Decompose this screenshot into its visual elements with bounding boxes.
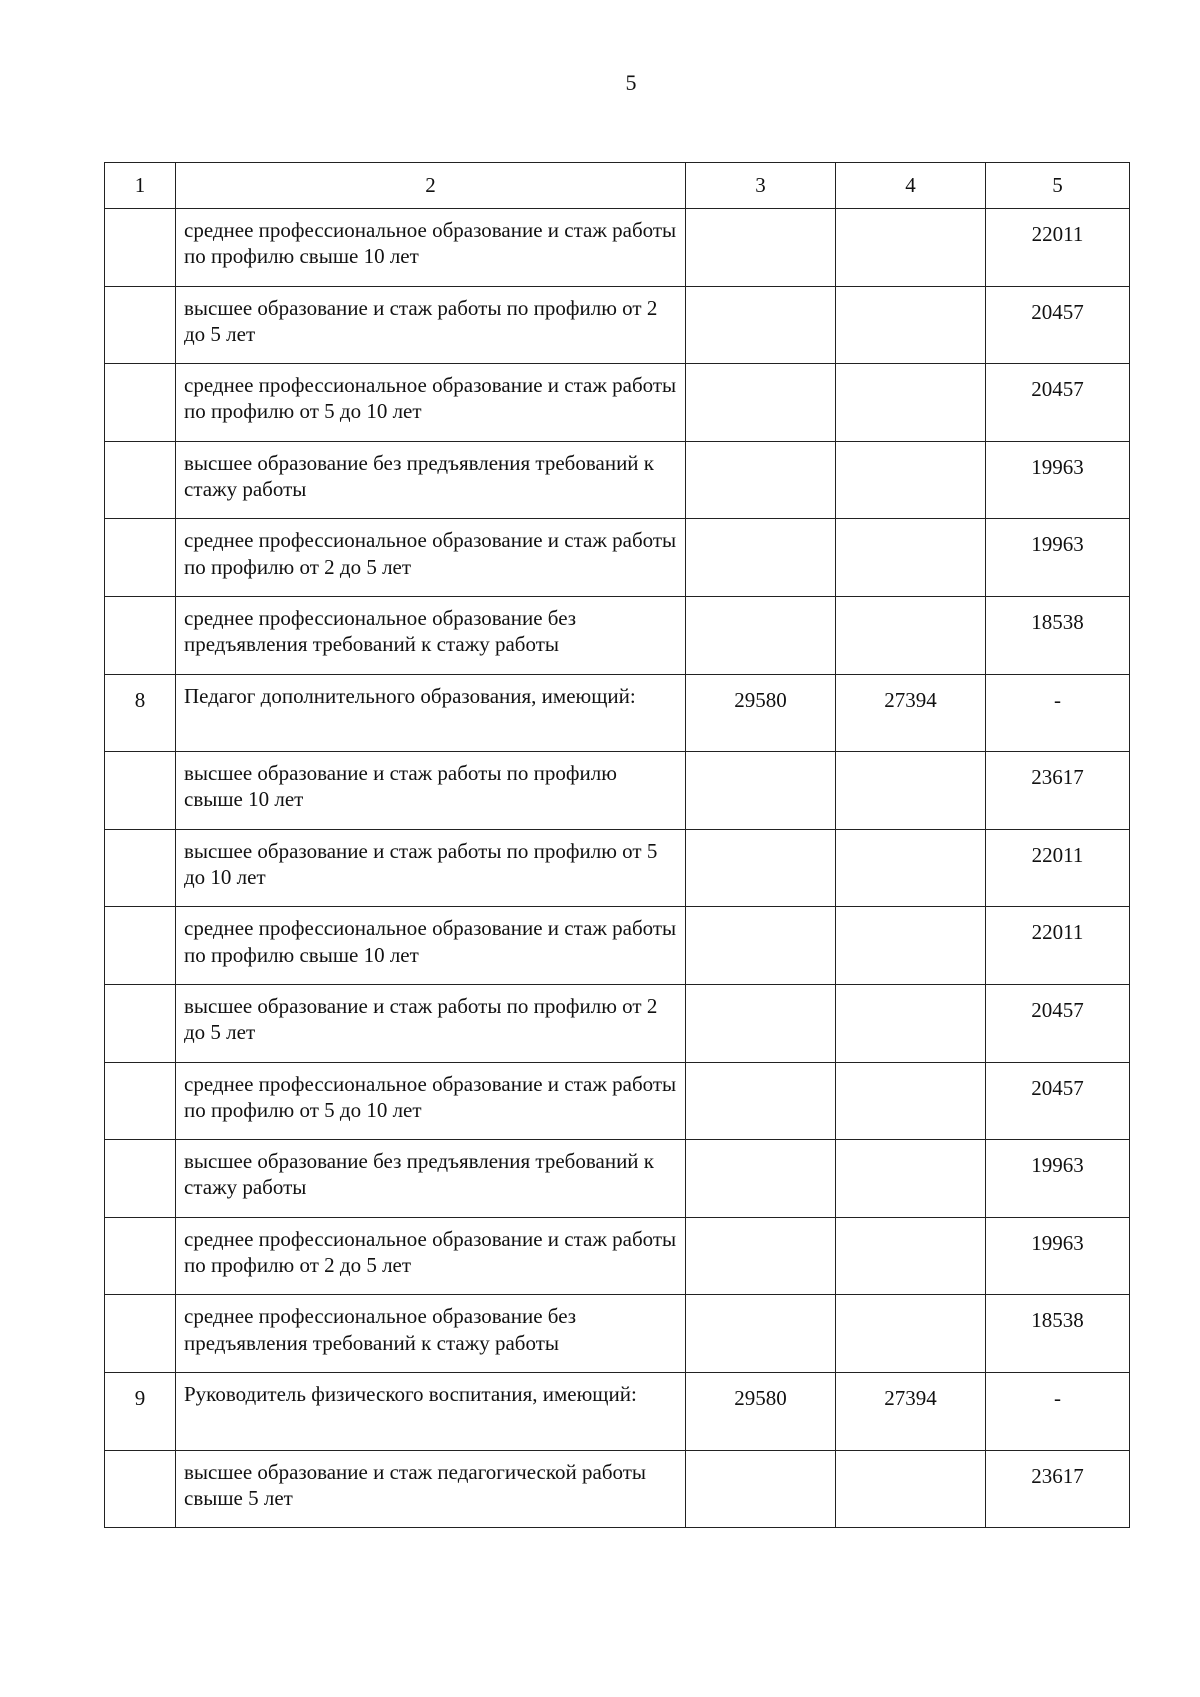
- row-value-col3: [686, 1450, 836, 1528]
- row-description-cell: высшее образование и стаж работы по профилю свыше 10 лет: [176, 752, 686, 830]
- row-description-cell: среднее профессиональное образование без предъявления требований к стажу работы: [176, 1295, 686, 1373]
- row-description-cell: среднее профессиональное образование без предъявления требований к стажу работы: [176, 596, 686, 674]
- header-col-1: 1: [105, 163, 176, 209]
- row-description-cell: высшее образование без предъявления требований к стажу работы: [176, 441, 686, 519]
- table-row: [105, 1217, 1130, 1295]
- row-value-col3: [686, 364, 836, 442]
- row-number-cell: [105, 596, 176, 674]
- row-value-col3: [686, 1140, 836, 1218]
- row-value-col4: [836, 829, 986, 907]
- row-value-col4: [836, 1062, 986, 1140]
- header-col-2: 2: [176, 163, 686, 209]
- table-row: [105, 674, 1130, 752]
- row-value-col4: [836, 1140, 986, 1218]
- table-row: [105, 364, 1130, 442]
- row-value-col5: 20457: [986, 364, 1130, 442]
- row-description-cell: среднее профессиональное образование и стаж работы по профилю от 2 до 5 лет: [176, 1217, 686, 1295]
- row-description-cell: Руководитель физического воспитания, имеющий:: [176, 1372, 686, 1450]
- row-value-col4: [836, 596, 986, 674]
- row-value-col3: [686, 984, 836, 1062]
- table-row: [105, 1062, 1130, 1140]
- header-col-4: 4: [836, 163, 986, 209]
- row-value-col5: 19963: [986, 519, 1130, 597]
- table-row: [105, 596, 1130, 674]
- row-number-cell: [105, 364, 176, 442]
- row-value-col5: 22011: [986, 829, 1130, 907]
- row-number-cell: 9: [105, 1372, 176, 1450]
- row-description-cell: среднее профессиональное образование и стаж работы по профилю от 2 до 5 лет: [176, 519, 686, 597]
- row-value-col3: [686, 1217, 836, 1295]
- row-value-col3: 29580: [686, 1372, 836, 1450]
- row-number-cell: [105, 1450, 176, 1528]
- row-value-col5: 23617: [986, 752, 1130, 830]
- row-value-col3: [686, 441, 836, 519]
- table-row: [105, 1372, 1130, 1450]
- row-description-cell: среднее профессиональное образование и стаж работы по профилю свыше 10 лет: [176, 209, 686, 287]
- row-number-cell: 8: [105, 674, 176, 752]
- header-col-3: 3: [686, 163, 836, 209]
- row-value-col5: -: [986, 674, 1130, 752]
- row-number-cell: [105, 752, 176, 830]
- row-value-col3: [686, 752, 836, 830]
- table-row: [105, 1140, 1130, 1218]
- row-value-col5: 20457: [986, 984, 1130, 1062]
- row-value-col3: [686, 1062, 836, 1140]
- row-description-cell: высшее образование и стаж работы по профилю от 5 до 10 лет: [176, 829, 686, 907]
- row-description-cell: высшее образование и стаж педагогической работы свыше 5 лет: [176, 1450, 686, 1528]
- row-value-col4: [836, 1217, 986, 1295]
- row-value-col3: [686, 286, 836, 364]
- row-value-col4: [836, 364, 986, 442]
- row-number-cell: [105, 829, 176, 907]
- row-value-col3: [686, 209, 836, 287]
- row-value-col4: [836, 209, 986, 287]
- row-value-col4: [836, 984, 986, 1062]
- table-row: [105, 829, 1130, 907]
- row-description-cell: Педагог дополнительного образования, имеющий:: [176, 674, 686, 752]
- row-value-col3: [686, 907, 836, 985]
- row-value-col4: [836, 1450, 986, 1528]
- row-description-cell: высшее образование без предъявления требований к стажу работы: [176, 1140, 686, 1218]
- row-value-col5: 20457: [986, 1062, 1130, 1140]
- row-description-cell: среднее профессиональное образование и стаж работы по профилю свыше 10 лет: [176, 907, 686, 985]
- row-value-col3: [686, 519, 836, 597]
- row-description-cell: среднее профессиональное образование и стаж работы по профилю от 5 до 10 лет: [176, 1062, 686, 1140]
- row-value-col4: [836, 752, 986, 830]
- table-row: [105, 984, 1130, 1062]
- row-value-col4: [836, 1295, 986, 1373]
- row-value-col5: 19963: [986, 1217, 1130, 1295]
- row-value-col4: 27394: [836, 674, 986, 752]
- row-description-cell: высшее образование и стаж работы по профилю от 2 до 5 лет: [176, 286, 686, 364]
- page-number: 5: [625, 70, 637, 95]
- row-description-cell: среднее профессиональное образование и стаж работы по профилю от 5 до 10 лет: [176, 364, 686, 442]
- table-row: [105, 209, 1130, 287]
- row-number-cell: [105, 907, 176, 985]
- row-value-col3: [686, 596, 836, 674]
- row-value-col5: 18538: [986, 596, 1130, 674]
- table-row: [105, 907, 1130, 985]
- row-value-col4: [836, 519, 986, 597]
- row-number-cell: [105, 984, 176, 1062]
- header-col-5: 5: [986, 163, 1130, 209]
- row-number-cell: [105, 519, 176, 597]
- table-row: [105, 286, 1130, 364]
- row-value-col4: [836, 907, 986, 985]
- row-value-col5: 18538: [986, 1295, 1130, 1373]
- table-row: [105, 519, 1130, 597]
- row-number-cell: [105, 1295, 176, 1373]
- row-value-col4: [836, 441, 986, 519]
- row-number-cell: [105, 1062, 176, 1140]
- row-number-cell: [105, 209, 176, 287]
- table-row: [105, 1295, 1130, 1373]
- row-value-col5: 23617: [986, 1450, 1130, 1528]
- row-value-col3: [686, 1295, 836, 1373]
- row-value-col5: 19963: [986, 441, 1130, 519]
- row-description-cell: высшее образование и стаж работы по профилю от 2 до 5 лет: [176, 984, 686, 1062]
- row-value-col5: 20457: [986, 286, 1130, 364]
- row-value-col5: -: [986, 1372, 1130, 1450]
- table-row: [105, 1450, 1130, 1528]
- row-value-col5: 19963: [986, 1140, 1130, 1218]
- row-value-col3: 29580: [686, 674, 836, 752]
- row-value-col4: 27394: [836, 1372, 986, 1450]
- row-value-col5: 22011: [986, 907, 1130, 985]
- salary-table: [104, 162, 1130, 1528]
- row-value-col5: 22011: [986, 209, 1130, 287]
- table-body: [105, 209, 1130, 1528]
- table-row: [105, 752, 1130, 830]
- row-number-cell: [105, 1140, 176, 1218]
- row-number-cell: [105, 286, 176, 364]
- row-value-col4: [836, 286, 986, 364]
- row-number-cell: [105, 1217, 176, 1295]
- row-number-cell: [105, 441, 176, 519]
- row-value-col3: [686, 829, 836, 907]
- table-header-row: [105, 163, 1130, 209]
- table-row: [105, 441, 1130, 519]
